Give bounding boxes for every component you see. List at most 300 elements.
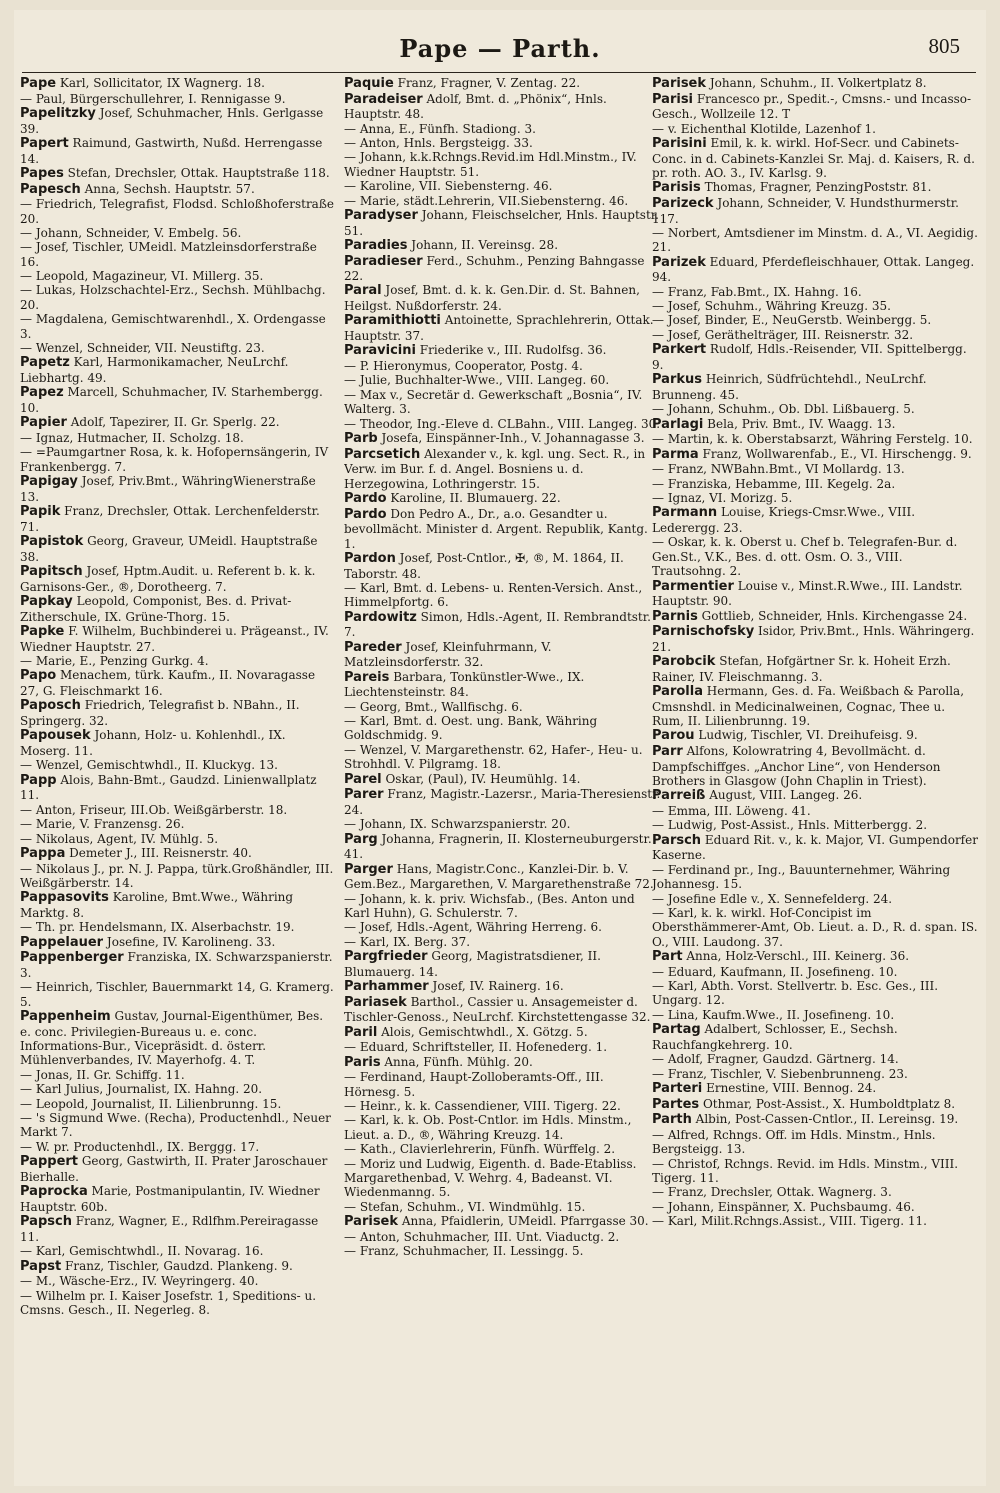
directory-entry — [20, 1068, 334, 1082]
directory-entry — [652, 255, 978, 285]
entry-surname: Papigay — [20, 474, 78, 490]
entry-text: Adalbert, Schlosser, E., Sechsh. Rauchfangkehrerg. 10. — [652, 1022, 898, 1052]
directory-entry — [344, 1055, 662, 1071]
directory-entry — [652, 624, 978, 654]
entry-text: Isidor, Priv.Bmt., Hnls. Währingerg. 21. — [652, 624, 975, 654]
directory-entry — [20, 197, 334, 226]
directory-entry — [344, 581, 662, 610]
directory-entry — [652, 788, 978, 804]
directory-entry — [20, 980, 334, 1009]
entry-text: Josef, IV. Rainerg. 16. — [428, 979, 564, 994]
directory-entry — [652, 372, 978, 402]
page-title: Pape — Parth. — [399, 34, 601, 63]
entry-text: — Anton, Friseur, III.Ob. Weißgärberstr. 18. — [20, 802, 288, 817]
entry-text: Don Pedro A., Dr., a.o. Gesandter u. bevollmächt. Minister d. Argent. Republik, Kantg. 1. — [344, 506, 648, 551]
entry-text: Josef, Kleinfuhrmann, V. Matzleinsdorferstr. 32. — [344, 639, 552, 670]
directory-entry — [344, 743, 662, 772]
entry-text: — Moriz und Ludwig, Eigenth. d. Bade-Etabliss. Margarethenbad, V. Wehrg. 4, Badeanst. VI. Wiedenmanng. 5. — [344, 1156, 637, 1200]
directory-entry — [20, 920, 334, 934]
directory-entry — [344, 1040, 662, 1054]
entry-text: Hermann, Ges. d. Fa. Weißbach & Parolla, Cmsnshdl. in Medicinalweinen, Cognac, Thee u. Rum, II. Lilienbrunng. 19. — [652, 684, 965, 729]
entry-text: Emil, k. k. wirkl. Hof-Secr. und Cabinets-Conc. in d. Cabinets-Kanzlei Sr. Maj. d. Kaisers, R. d. pr. roth. AO. 3., IV. Karlsg. 9. — [652, 135, 975, 180]
directory-entry — [652, 342, 978, 372]
entry-surname: Partag — [652, 1022, 701, 1038]
entry-text: Louise, Kriegs-Cmsr.Wwe., VIII. Lederergg. 23. — [652, 505, 916, 535]
entry-text: — Franz, Tischler, V. Siebenbrunneng. 23. — [652, 1066, 908, 1081]
directory-entry — [20, 564, 334, 594]
entry-text: Josef, Bmt. d. k. k. Gen.Dir. d. St. Bahnen, Heilgst. Nußdorferstr. 24. — [344, 283, 640, 314]
directory-entry — [344, 283, 662, 313]
entry-text: — Marie, städt.Lehrerin, VII.Siebensterng. 46. — [344, 193, 629, 208]
directory-entry — [344, 417, 662, 431]
directory-entry — [20, 431, 334, 445]
directory-entry — [652, 76, 978, 92]
directory-entry — [652, 462, 978, 476]
directory-entry — [652, 1052, 978, 1066]
directory-entry — [344, 194, 662, 208]
entry-text: — Norbert, Amtsdiener im Minstm. d. A., VI. Aegidig. 21. — [652, 225, 978, 255]
entry-surname: Papistok — [20, 534, 84, 550]
directory-entry — [20, 624, 334, 654]
entry-surname: Paravicini — [344, 343, 416, 359]
entry-text: — Heinrich, Tischler, Bauernmarkt 14, G. Kramerg. 5. — [20, 980, 334, 1009]
directory-entry — [344, 1200, 662, 1214]
directory-entry — [20, 1140, 334, 1154]
entry-text: — Th. pr. Hendelsmann, IX. Alserbachstr. 19. — [20, 920, 295, 935]
entry-text: Barthol., Cassier u. Ansagemeister d. Tischler-Genoss., NeuLrchf. Kirchstettengasse 32. — [344, 994, 651, 1025]
entry-surname: Parer — [344, 787, 384, 803]
directory-entry — [20, 1274, 334, 1288]
entry-text: Alexander v., k. kgl. ung. Sect. R., in Verw. im Bur. f. d. Angel. Bosniens u. d. Herzegowina, Lothringerstr. 15. — [344, 446, 646, 491]
entry-text: F. Wilhelm, Buchbinderei u. Prägeanst., IV. Wiedner Hauptstr. 27. — [20, 624, 329, 654]
directory-entry — [344, 76, 662, 92]
page-number: 805 — [928, 34, 960, 58]
entry-surname: Parsch — [652, 832, 702, 848]
entry-text: Anna, Fünfh. Mühlg. 20. — [380, 1054, 533, 1069]
entry-text: Hans, Magistr.Conc., Kanzlei-Dir. b. V. Gem.Bez., Margarethen, V. Margarethenstraße 72. — [344, 861, 654, 892]
directory-entry — [344, 1230, 662, 1244]
directory-entry — [20, 698, 334, 728]
directory-entry — [344, 772, 662, 788]
entry-text: Franziska, IX. Schwarzspanierstr. 3. — [20, 950, 333, 980]
entry-text: — Karl Julius, Journalist, IX. Hahng. 20. — [20, 1082, 263, 1097]
directory-entry — [20, 226, 334, 240]
entry-surname: Parma — [652, 446, 699, 462]
entry-text: — Franziska, Hebamme, III. Kegelg. 2a. — [652, 476, 896, 491]
entry-surname: Pappenheim — [20, 1009, 111, 1025]
entry-surname: Parkus — [652, 372, 703, 388]
entry-text: — Karl, Milit.Rchngs.Assist., VIII. Tigerg. 11. — [652, 1214, 927, 1229]
entry-surname: Papkay — [20, 594, 73, 610]
entry-surname: Papik — [20, 504, 61, 520]
entry-text: — Wenzel, Schneider, VII. Neustiftg. 23. — [20, 341, 265, 356]
directory-entry — [652, 505, 978, 535]
directory-entry — [652, 609, 978, 625]
entry-text: — Eduard, Kaufmann, II. Josefineng. 10. — [652, 964, 898, 979]
directory-entry — [652, 728, 978, 744]
entry-text: — Franz, Drechsler, Ottak. Wagnerg. 3. — [652, 1185, 892, 1200]
entry-text: Josefine, IV. Karolineng. 33. — [103, 934, 276, 949]
entry-text: — Karl, k. k. wirkl. Hof-Concipist im Obersthämmerer-Amt, Ob. Lieut. a. D., R. d. span. IS. O., VIII. Laudong. 37. — [652, 905, 978, 949]
directory-entry — [344, 832, 662, 862]
directory-entry — [20, 594, 334, 624]
entry-text: Eduard, Pferdefleischhauer, Ottak. Langeg. 94. — [652, 254, 975, 285]
entry-text: — Johann, k.k.Rchngs.Revid.im Hdl.Minstm., IV. Wiedner Hauptstr. 51. — [344, 150, 637, 179]
entry-text: Friedrich, Telegrafist b. NBahn., II. Springerg. 32. — [20, 698, 300, 729]
directory-entry — [652, 432, 978, 446]
entry-surname: Parger — [344, 861, 393, 877]
entry-text: — Wenzel, Gemischtwhdl., II. Kluckyg. 13. — [20, 758, 278, 773]
entry-text: — Wilhelm pr. I. Kaiser Josefstr. 1, Speditions- u. Cmsns. Gesch., II. Negerleg. 8. — [20, 1288, 317, 1317]
directory-entry — [652, 1097, 978, 1113]
directory-entry — [344, 670, 662, 700]
entry-text: — Max v., Secretär d. Gewerkschaft „Bosnia“, IV. Walterg. 3. — [344, 387, 643, 417]
directory-entry — [652, 579, 978, 609]
entry-text: Ludwig, Tischler, VI. Dreihufeisg. 9. — [694, 728, 918, 743]
entry-text: Franz, Wagner, E., Rdlfhm.Pereiragasse 11. — [20, 1214, 319, 1244]
entry-text: — P. Hieronymus, Cooperator, Postg. 4. — [344, 359, 583, 374]
entry-text: — Ignaz, VI. Morizg. 5. — [652, 490, 793, 505]
entry-text: — Adolf, Fragner, Gaudzd. Gärtnerg. 14. — [652, 1052, 899, 1067]
directory-entry — [20, 283, 334, 312]
entry-surname: Pape — [20, 76, 57, 91]
directory-entry — [652, 684, 978, 728]
entry-text: — Friedrich, Telegrafist, Flodsd. Schloßhoferstraße 20. — [20, 197, 334, 226]
entry-text: — Oskar, k. k. Oberst u. Chef b. Telegrafen-Bur. d. Gen.St., V.K., Bes. d. ott. Osm. O. 3., VIII. Trautsohng. 2. — [652, 535, 958, 579]
entry-surname: Papert — [20, 135, 69, 151]
directory-entry — [344, 1113, 662, 1142]
entry-text: Gustav, Journal-Eigenthümer, Bes. e. conc. Privilegien-Bureaus u. e. conc. Informations-Bur., Vicepräsidt. d. österr. Mühlenverbandes, IV. Mayerhofg. 4. T. — [20, 1009, 324, 1068]
entry-text: — Karl, IX. Berg. 37. — [344, 934, 471, 949]
directory-entry — [344, 136, 662, 150]
entry-text: Stefan, Hofgärtner Sr. k. Hoheit Erzh. Rainer, IV. Fleischmanng. 3. — [652, 654, 951, 684]
directory-entry — [20, 654, 334, 668]
directory-entry — [652, 535, 978, 578]
directory-entry — [344, 1025, 662, 1041]
entry-text: — Johann, k. k. priv. Wichsfab., (Bes. Anton und Karl Huhn), G. Schulerstr. 7. — [344, 891, 635, 920]
directory-entry — [20, 1184, 334, 1214]
header-rule — [22, 72, 976, 73]
column-3 — [652, 76, 978, 1476]
entry-text: — Nikolaus J., pr. N. J. Pappa, türk.Großhändler, III. Weißgärberstr. 14. — [20, 861, 334, 890]
entry-text: — Christof, Rchngs. Revid. im Hdls. Minstm., VIII. Tigerg. 11. — [652, 1156, 959, 1185]
entry-text: Josefa, Einspänner-Inh., V. Johannagasse 3. — [377, 431, 645, 445]
directory-entry — [652, 447, 978, 463]
entry-surname: Parisek — [344, 1214, 399, 1230]
entry-surname: Parobcik — [652, 654, 716, 670]
entry-text: Georg, Magistratsdiener, II. Blumauerg. 14. — [344, 949, 601, 979]
entry-text: — Julie, Buchhalter-Wwe., VIII. Langeg. 60. — [344, 373, 610, 388]
entry-text: — Anton, Schuhmacher, III. Unt. Viaductg. 2. — [344, 1229, 620, 1244]
entry-text: Anna, Holz-Verschl., III. Keinerg. 36. — [682, 949, 910, 964]
directory-entry — [344, 1214, 662, 1230]
entry-surname: Papo — [20, 668, 57, 684]
directory-entry — [344, 238, 662, 254]
entry-text: Raimund, Gastwirth, Nußd. Herrengasse 14. — [20, 135, 323, 166]
entry-surname: Part — [652, 949, 683, 965]
directory-entry — [20, 890, 334, 920]
entry-text: — Emma, III. Löweng. 41. — [652, 804, 811, 818]
entry-text: Adolf, Bmt. d. „Phönix“, Hnls. Hauptstr. 48. — [344, 91, 607, 122]
entry-surname: Pareis — [344, 669, 390, 685]
entry-surname: Pappert — [20, 1154, 79, 1170]
directory-entry — [652, 402, 978, 416]
entry-text: Ferd., Schuhm., Penzing Bahngasse 22. — [344, 253, 645, 284]
directory-entry — [652, 1185, 978, 1199]
entry-text: Alois, Bahn-Bmt., Gaudzd. Linienwallplatz 11. — [20, 772, 317, 803]
entry-surname: Parr — [652, 744, 683, 760]
directory-entry — [344, 610, 662, 640]
directory-entry — [20, 846, 334, 862]
entry-surname: Parizek — [652, 254, 706, 270]
entry-text: — =Paumgartner Rosa, k. k. Hofopernsängerin, IV Frankenbergg. 7. — [20, 445, 329, 474]
entry-surname: Pardo — [344, 506, 387, 522]
entry-text: — Josef, Tischler, UMeidl. Matzleinsdorferstraße 16. — [20, 240, 317, 269]
directory-entry — [344, 1157, 662, 1200]
entry-text: Franz, Tischler, Gaudzd. Plankeng. 9. — [61, 1258, 293, 1273]
directory-entry — [20, 1289, 334, 1318]
entry-surname: Parhammer — [344, 979, 429, 995]
directory-entry — [344, 1244, 662, 1258]
directory-entry — [652, 1128, 978, 1157]
entry-text: Stefan, Drechsler, Ottak. Hauptstraße 118. — [63, 165, 330, 180]
entry-text: — Theodor, Ing.-Eleve d. CLBahn., VIII. Langeg. 30. — [344, 416, 661, 431]
entry-surname: Pareder — [344, 639, 402, 655]
entry-text: — Franz, NWBahn.Bmt., VI Mollardg. 13. — [652, 462, 905, 477]
directory-entry — [20, 1082, 334, 1096]
entry-surname: Parou — [652, 728, 695, 744]
entry-text: Barbara, Tonkünstler-Wwe., IX. Liechtensteinstr. 84. — [344, 669, 585, 700]
entry-text: — Karl, k. k. Ob. Post-Cntlor. im Hdls. Minstm., Lieut. a. D., ®, Währing Kreuzg. 14. — [344, 1113, 632, 1142]
directory-entry — [344, 714, 662, 743]
entry-text: — Wenzel, V. Margarethenstr. 62, Hafer-, Heu- u. Strohhdl. V. Pilgramg. 18. — [344, 742, 643, 772]
entry-text: Josef, Schuhmacher, Hnls. Gerlgasse 39. — [20, 105, 324, 136]
directory-entry — [20, 1009, 334, 1068]
entry-text: Johann, Fleischselcher, Hnls. Hauptstr. 51. — [344, 207, 659, 238]
entry-text: Menachem, türk. Kaufm., II. Novaragasse 27, G. Fleischmarkt 16. — [20, 668, 316, 699]
directory-entry — [344, 700, 662, 714]
entry-text: — Kath., Clavierlehrerin, Fünfh. Würffelg. 2. — [344, 1142, 616, 1157]
directory-entry — [344, 949, 662, 979]
entry-surname: Papitsch — [20, 564, 83, 580]
entry-surname: Pardowitz — [344, 609, 417, 625]
directory-entry — [652, 833, 978, 863]
entry-surname: Pardo — [344, 490, 387, 506]
entry-text: Karoline, Bmt.Wwe., Währing Marktg. 8. — [20, 890, 294, 920]
entry-text: Franz, Wollwarenfab., E., VI. Hirschengg. 9. — [698, 446, 972, 461]
entry-surname: Paradies — [344, 237, 408, 253]
entry-text: Franz, Fragner, V. Zentag. 22. — [393, 76, 581, 90]
entry-text: — Anna, E., Fünfh. Stadiong. 3. — [344, 121, 536, 136]
entry-text: — Lina, Kaufm.Wwe., II. Josefineng. 10. — [652, 1007, 895, 1022]
directory-entry — [344, 995, 662, 1025]
entry-surname: Paradieser — [344, 253, 423, 269]
entry-surname: Papetz — [20, 355, 70, 371]
directory-entry — [344, 817, 662, 831]
entry-text: Leopold, Componist, Bes. d. Privat-Zitherschule, IX. Grüne-Thorg. 15. — [20, 594, 292, 624]
entry-surname: Paramithiotti — [344, 313, 441, 329]
entry-surname: Parb — [344, 431, 378, 446]
directory-entry — [344, 254, 662, 284]
entry-text: Thomas, Fragner, PenzingPoststr. 81. — [700, 180, 932, 195]
entry-surname: Papsch — [20, 1214, 72, 1230]
directory-entry — [344, 208, 662, 238]
entry-surname: Parreiß — [652, 788, 706, 804]
entry-text: — Paul, Bürgerschullehrer, I. Rennigasse 9. — [20, 91, 286, 106]
entry-text: Karoline, II. Blumauerg. 22. — [386, 490, 561, 505]
directory-entry — [344, 507, 662, 551]
entry-text: Georg, Graveur, UMeidl. Hauptstraße 38. — [20, 534, 318, 564]
entry-surname: Paris — [344, 1054, 381, 1070]
entry-surname: Parel — [344, 771, 382, 787]
directory-entry — [20, 355, 334, 385]
entry-text: — Marie, V. Franzensg. 26. — [20, 817, 185, 832]
entry-text: Oskar, (Paul), IV. Heumühlg. 14. — [381, 771, 581, 786]
entry-text: Josef, Priv.Bmt., WähringWienerstraße 13. — [20, 474, 316, 504]
entry-text: — Karl, Gemischtwhdl., II. Novarag. 16. — [20, 1244, 264, 1259]
entry-surname: Pappelauer — [20, 934, 104, 950]
directory-entry — [20, 474, 334, 504]
directory-entry — [20, 1154, 334, 1184]
directory-entry — [652, 299, 978, 313]
entry-text: Johann, II. Vereinsg. 28. — [407, 237, 559, 252]
directory-entry — [652, 804, 978, 818]
entry-surname: Paprocka — [20, 1184, 88, 1200]
directory-entry — [344, 150, 662, 179]
directory-entry — [652, 818, 978, 832]
entry-text: Rudolf, Hdls.-Reisender, VII. Spittelbergg. 9. — [652, 342, 967, 372]
entry-text: — v. Eichenthal Klotilde, Lazenhof 1. — [652, 121, 876, 136]
directory-entry — [344, 359, 662, 373]
directory-entry — [20, 1111, 334, 1140]
directory-entry — [652, 92, 978, 122]
directory-entry — [20, 1214, 334, 1244]
entry-text: Franz, Magistr.-Lazersr., Maria-Theresienstr. 24. — [344, 787, 661, 817]
directory-entry — [652, 1081, 978, 1097]
entry-surname: Parizeck — [652, 195, 714, 211]
entry-surname: Papke — [20, 624, 65, 640]
directory-entry — [344, 862, 662, 892]
directory-entry — [344, 122, 662, 136]
entry-text: — Ludwig, Post-Assist., Hnls. Mitterbergg. 2. — [652, 818, 928, 833]
entry-surname: Papousek — [20, 728, 91, 744]
entry-text: Othmar, Post-Assist., X. Humboldtplatz 8. — [699, 1096, 956, 1111]
entry-text: — Leopold, Journalist, II. Lilienbrunng. 15. — [20, 1096, 282, 1111]
entry-surname: Paposch — [20, 698, 81, 714]
directory-entry — [344, 920, 662, 934]
entry-text: — Marie, E., Penzing Gurkg. 4. — [20, 654, 209, 669]
entry-text: — Ignaz, Hutmacher, II. Scholzg. 18. — [20, 431, 244, 445]
entry-text: Karl, Harmonikamacher, NeuLrchf. Liebhartg. 49. — [20, 355, 289, 386]
entry-text: — Martin, k. k. Oberstabsarzt, Währing Ferstelg. 10. — [652, 432, 973, 447]
entry-text: Heinrich, Südfrüchtehdl., NeuLrchf. Brunneng. 45. — [652, 372, 927, 402]
directory-entry — [344, 313, 662, 343]
directory-entry — [344, 447, 662, 491]
directory-entry — [652, 1214, 978, 1228]
entry-text: — Alfred, Rchngs. Off. im Hdls. Minstm., Hnls. Bergsteigg. 13. — [652, 1127, 936, 1157]
entry-text: Johann, Schneider, V. Hundsthurmerstr. 117. — [652, 195, 959, 226]
entry-text: — Lukas, Holzschachtel-Erz., Sechsh. Mühlbachg. 20. — [20, 283, 326, 312]
directory-entry — [652, 1200, 978, 1214]
entry-text: — Magdalena, Gemischtwarenhdl., X. Ordengasse 3. — [20, 312, 326, 341]
entry-text: — Jonas, II. Gr. Schiffg. 11. — [20, 1067, 185, 1082]
entry-text: — Leopold, Magazineur, VI. Millerg. 35. — [20, 269, 264, 284]
entry-surname: Pappasovits — [20, 890, 109, 906]
directory-entry — [20, 240, 334, 269]
entry-text: Anna, Pfaidlerin, UMeidl. Pfarrgasse 30. — [398, 1214, 649, 1229]
entry-text: Simon, Hdls.-Agent, II. Rembrandtstr. 7. — [344, 609, 651, 640]
entry-surname: Paradeiser — [344, 91, 423, 107]
entry-surname: Parg — [344, 831, 378, 847]
directory-entry — [652, 654, 978, 684]
entry-surname: Papier — [20, 415, 67, 431]
directory-entry — [344, 388, 662, 417]
entry-text: Josef, Hptm.Audit. u. Referent b. k. k. Garnisons-Ger., ®, Dorotheerg. 7. — [20, 564, 316, 594]
directory-entry — [652, 226, 978, 255]
directory-entry — [652, 180, 978, 196]
directory-entry — [652, 892, 978, 906]
directory-entry — [344, 935, 662, 949]
entry-text: — Ferdinand pr., Ing., Bauunternehmer, Währing Johannesg. 15. — [652, 862, 951, 892]
directory-entry — [20, 1244, 334, 1258]
entry-text: August, VIII. Langeg. 26. — [705, 788, 863, 803]
entry-text: Adolf, Tapezirer, II. Gr. Sperlg. 22. — [66, 415, 280, 430]
directory-entry — [20, 728, 334, 758]
directory-entry — [20, 136, 334, 166]
page-header — [14, 34, 986, 74]
entry-text: — Josef, Binder, E., NeuGerstb. Weinbergg. 5. — [652, 313, 932, 328]
directory-entry — [20, 862, 334, 891]
directory-entry — [652, 328, 978, 342]
directory-entry — [652, 285, 978, 299]
entry-text: — M., Wäsche-Erz., IV. Weyringerg. 40. — [20, 1274, 259, 1289]
directory-entry — [652, 417, 978, 433]
directory-entry — [652, 196, 978, 226]
directory-entry — [20, 803, 334, 817]
entry-surname: Papes — [20, 165, 64, 181]
entry-text: Anna, Sechsh. Hauptstr. 57. — [80, 181, 255, 196]
directory-entry — [20, 758, 334, 772]
entry-text: Bela, Priv. Bmt., IV. Waagg. 13. — [703, 416, 896, 431]
entry-text: — Heinr., k. k. Cassendiener, VIII. Tigerg. 22. — [344, 1099, 621, 1114]
directory-entry — [20, 182, 334, 198]
directory-entry — [652, 313, 978, 327]
entry-text: Johann, Schuhm., II. Volkertplatz 8. — [706, 76, 927, 90]
entry-surname: Paquie — [344, 76, 394, 91]
directory-entry — [20, 341, 334, 355]
entry-surname: Parnis — [652, 608, 698, 624]
directory-entry — [652, 136, 978, 180]
entry-text: — Josef, Schuhm., Währing Kreuzg. 35. — [652, 299, 891, 314]
entry-text: Eduard Rit. v., k. k. Major, VI. Gumpendorfer Kaserne. — [652, 832, 978, 863]
directory-entry — [20, 269, 334, 283]
entry-surname: Pardon — [344, 550, 396, 566]
entry-text: Johanna, Fragnerin, II. Klosterneuburgerstr. 41. — [344, 831, 652, 862]
directory-entry — [344, 787, 662, 817]
entry-surname: Parth — [652, 1112, 692, 1128]
entry-text: — Georg, Bmt., Wallfischg. 6. — [344, 699, 523, 714]
entry-surname: Partes — [652, 1096, 700, 1112]
directory-entry — [20, 950, 334, 980]
entry-text: Friederike v., III. Rudolfsg. 36. — [415, 343, 607, 358]
entry-text: Alfons, Kolowratring 4, Bevollmächt. d. Dampfschiffges. „Anchor Line“, von Henderson Brothers in Glasgow (John Chaplin in Triest). — [652, 744, 941, 789]
entry-text: Francesco pr., Spedit.-, Cmsns.- und Incasso-Gesch., Wollzeile 12. T — [652, 91, 972, 122]
entry-text: Marie, Postmanipulantin, IV. Wiedner Hauptstr. 60b. — [20, 1184, 320, 1214]
entry-text: — Karl, Bmt. d. Oest. ung. Bank, Währing Goldschmidg. 9. — [344, 714, 598, 743]
entry-surname: Parmann — [652, 505, 718, 521]
entry-surname: Parmentier — [652, 578, 734, 594]
entry-text: Georg, Gastwirth, II. Prater Jaroschauer Bierhalle. — [20, 1154, 328, 1184]
